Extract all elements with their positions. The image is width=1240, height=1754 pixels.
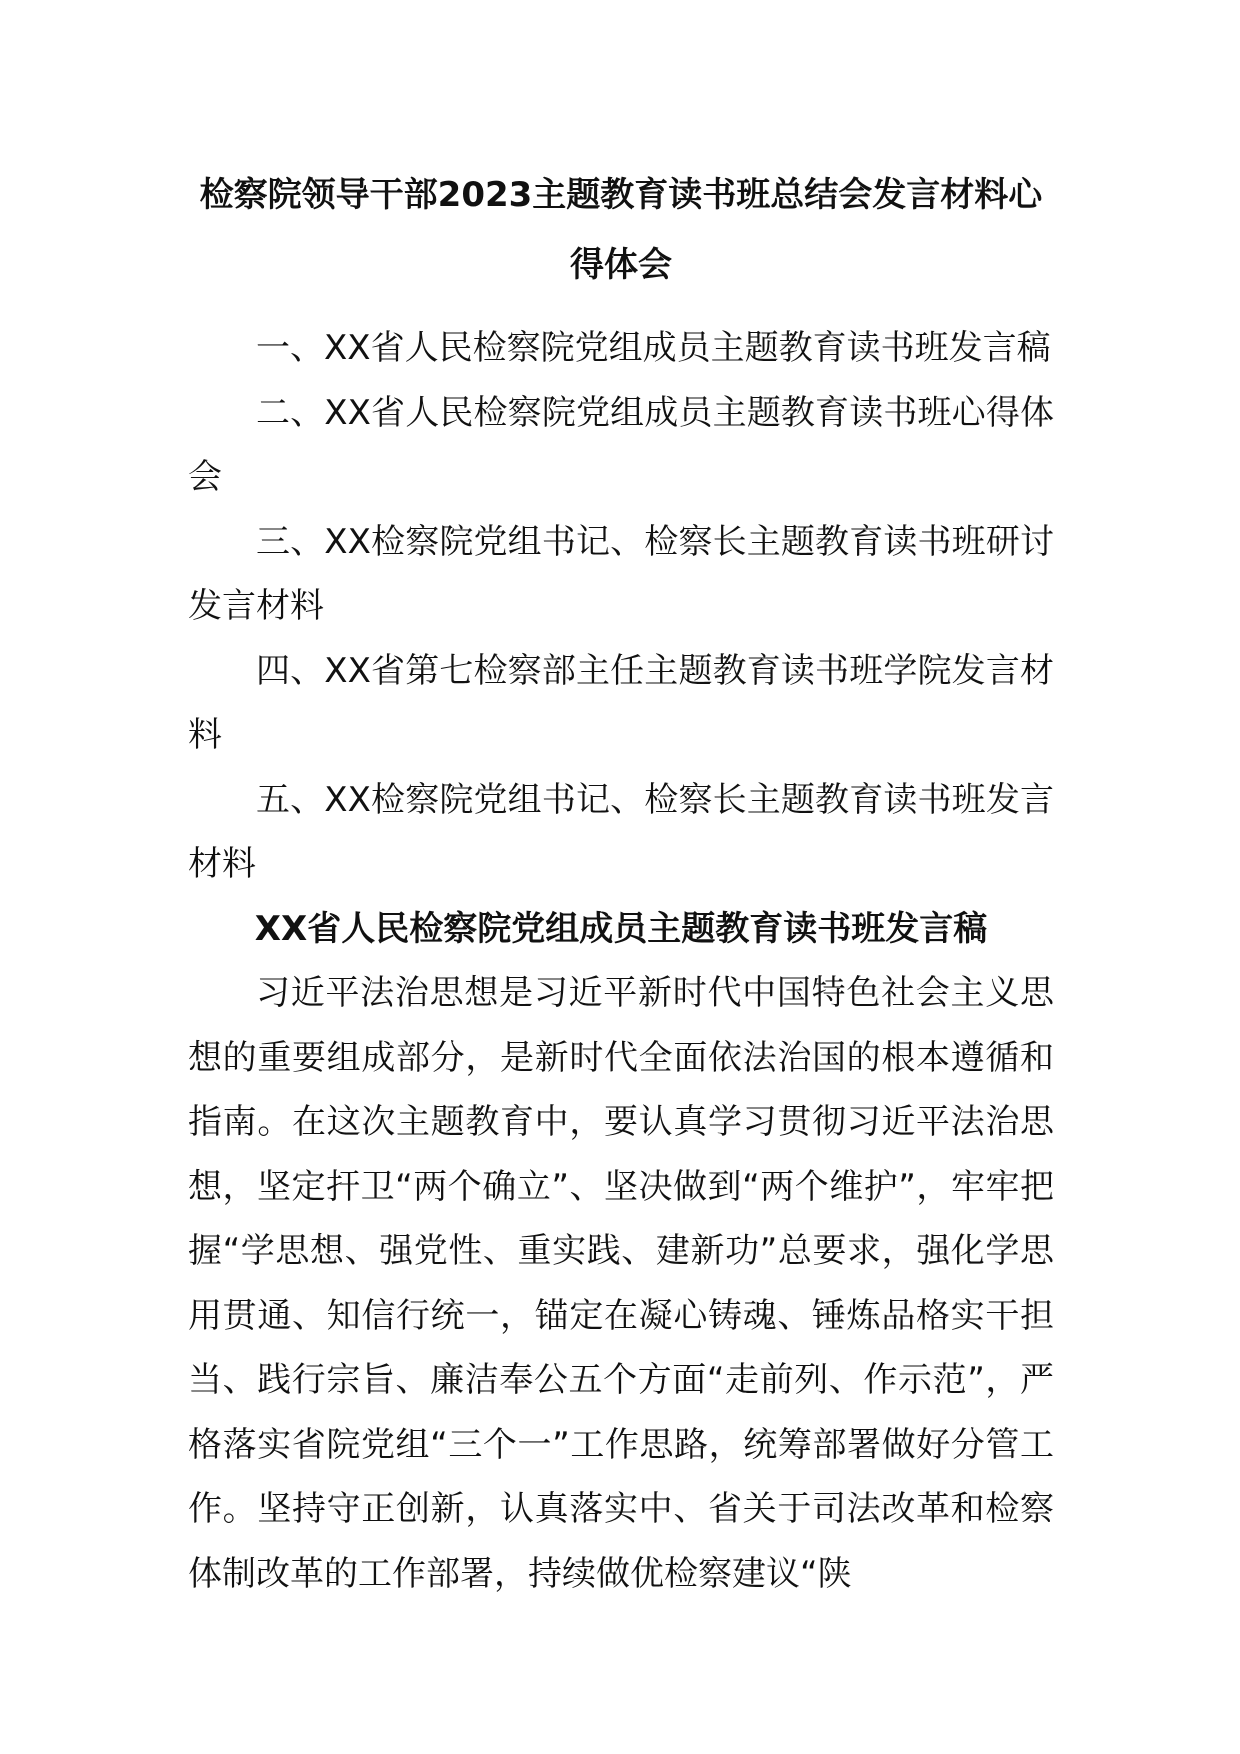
document-title: 检察院领导干部2023主题教育读书班总结会发言材料心得体会: [199, 175, 1043, 285]
document-page: [188, 160, 1054, 1606]
toc-item-5: 五、XX检察院党组书记、检察长主题教育读书班发言材料: [188, 779, 1054, 884]
toc-item-3: 三、XX检察院党组书记、检察长主题教育读书班研讨发言材料: [188, 521, 1054, 626]
toc-item-2: 二、XX省人民检察院党组成员主题教育读书班心得体会: [188, 392, 1054, 497]
table-of-contents: [188, 316, 1054, 897]
body-paragraph: 习近平法治思想是习近平新时代中国特色社会主义思想的重要组成部分，是新时代全面依法治国的根本遵循和指南。在这次主题教育中，要认真学习贯彻习近平法治思想，坚定扞卫“两个确立”、坚决做到“两个维护”，牢牢把握“学思想、强党性、重实践、建新功”总要求，强化学思用贯通、知信行统一，锚定在凝心铸魂、锤炼品格实干担当、践行宗旨、廉洁奉公五个方面“走前列、作示范”，严格落实省院党组“三个一”工作思路，统筹部署做好分管工作。坚持守正创新，认真落实中、省关于司法改革和检察体制改革的工作部署，持续做优检察建议“陕: [188, 973, 1054, 1594]
toc-item-1: 一、XX省人民检察院党组成员主题教育读书班发言稿: [256, 328, 1051, 368]
toc-item-4: 四、XX省第七检察部主任主题教育读书班学院发言材料: [188, 650, 1054, 755]
section-heading: XX省人民检察院党组成员主题教育读书班发言稿: [254, 908, 988, 949]
